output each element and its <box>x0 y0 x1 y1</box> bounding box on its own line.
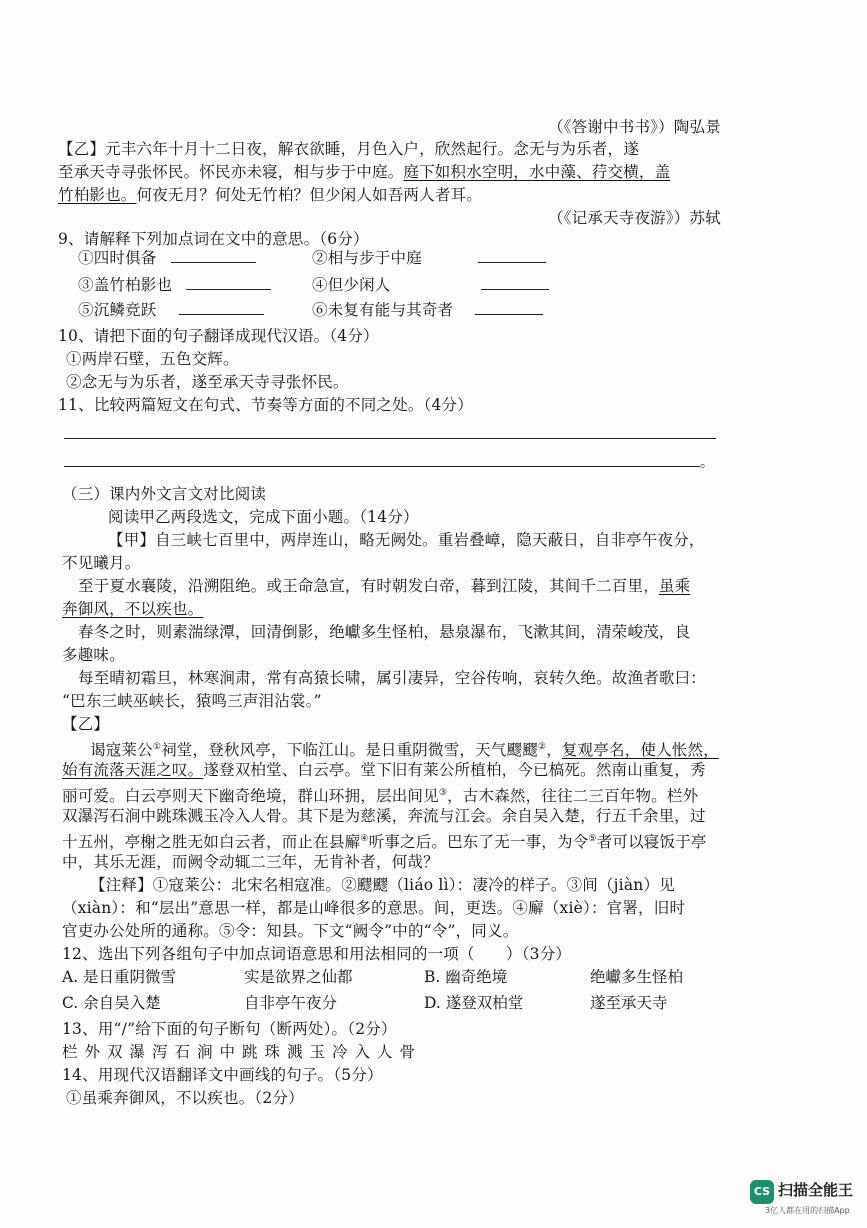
q12-option-b-2: 绝巘多生怪柏 <box>590 968 684 986</box>
section-3-heading: （三）课内外文言文对比阅读 <box>62 485 267 503</box>
q12-option-a-1[interactable]: A. 是日重阴微雪 <box>62 968 177 986</box>
question-14: 14、用现代汉语翻译文中画线的句子。（5分） <box>62 1066 383 1084</box>
q9-item-6: ⑥未复有能与其奇者 <box>312 300 543 320</box>
answer-blank[interactable] <box>478 248 546 263</box>
answer-blank[interactable] <box>186 275 271 290</box>
passage-yi-2-line-2: 始有流落天涯之叹。遂登双柏堂、白云亭。堂下旧有莱公所植柏，今已槁死。然南山重复，秀 <box>62 761 706 779</box>
underlined-sentence-end: 竹柏影也。 <box>58 186 137 204</box>
question-10: 10、请把下面的句子翻译成现代汉语。（4分） <box>58 327 379 345</box>
passage-yi-2-line-1: 谒寇莱公①祠堂，登秋风亭，下临江山。是日重阴微雪，天气飂飂②，复观亭名，使人怅然， <box>90 741 719 760</box>
question-13: 13、用“/”给下面的句子断句（断两处）。（2分） <box>62 1020 397 1038</box>
q12-option-d-2: 遂至承天寺 <box>590 994 668 1012</box>
passage-jia-line-5: 春冬之时，则素湍绿潭，回清倒影，绝巘多生怪柏，悬泉瀑布，飞漱其间，清荣峻茂，良 <box>78 623 691 641</box>
passage-yi-2-line-6: 中，其乐无涯，而阙令动辄二三年，无肯补者，何哉？ <box>62 853 439 871</box>
passage-jia-line-4: 奔御风，不以疾也。 <box>62 600 204 618</box>
section-3-instruction: 阅读甲乙两段选文，完成下面小题。（14分） <box>108 508 419 526</box>
q12-option-c-2: 自非亭午夜分 <box>244 994 338 1012</box>
answer-blank[interactable] <box>179 300 264 315</box>
q14-item-1: ①虽乘奔御风，不以疾也。（2分） <box>66 1089 304 1107</box>
camscanner-logo-icon: CS <box>750 1180 774 1204</box>
question-9: 9、请解释下列加点词在文中的意思。（6分） <box>58 230 369 248</box>
q10-item-2: ②念无与为乐者，遂至承天寺寻张怀民。 <box>66 373 349 391</box>
passage-yi-1-line-3: 竹柏影也。何夜无月？何处无竹柏？但少闲人如吾两人者耳。 <box>58 186 482 204</box>
passage-yi-2-line-4: 双瀑泻石涧中跳珠溅玉冷入人骨。其下是为慈溪，奔流与江会。余自吴入楚，行五千余里，过 <box>62 807 706 825</box>
q12-option-a-2: 实是欲界之仙都 <box>244 968 353 986</box>
annotations-line-2: （xiàn）：和“层出”意思一样，都是山峰很多的意思。间，更迭。④廨（xiè）：官署，旧时 <box>62 899 686 917</box>
answer-blank[interactable] <box>171 248 256 263</box>
scanner-brand-name: 扫描全能王 <box>778 1181 854 1199</box>
q12-option-d-1[interactable]: D. 遂登双柏堂 <box>424 994 524 1012</box>
answer-blank[interactable] <box>475 300 543 315</box>
q12-option-c-1[interactable]: C. 余自吴入楚 <box>62 994 161 1012</box>
q9-item-2: ②相与步于中庭 <box>312 248 546 268</box>
answer-blank[interactable] <box>481 275 549 290</box>
passage-jia-line-8: “巴东三峡巫峡长，猿鸣三声泪沾裳。” <box>62 692 322 710</box>
passage-yi-2-label: 【乙】 <box>62 715 110 733</box>
passage-jia-line-1: 【甲】自三峡七百里中，两岸连山，略无阙处。重岩叠嶂，隐天蔽日，自非亭午夜分， <box>108 531 705 549</box>
passage-jia-line-2: 不见曦月。 <box>62 554 141 572</box>
answer-line[interactable] <box>64 438 716 439</box>
passage-yi-1-line-1: 【乙】元丰六年十月十二日夜，解衣欲睡，月色入户，欣然起行。念无与为乐者，遂 <box>58 140 639 158</box>
answer-line-period: 。 <box>700 455 714 471</box>
q9-item-3: ③盖竹柏影也 <box>78 275 271 295</box>
annotations-line-1: 【注释】①寇莱公：北宋名相寇准。②飂飂（liáo lì）：凄冷的样子。③间（jiàn）见 <box>90 876 675 894</box>
q9-item-4: ④但少闲人 <box>312 275 549 295</box>
q9-item-1: ①四时俱备 <box>78 248 256 268</box>
passage-yi-2-line-3: 丽可爱。白云亭则天下幽奇绝境，群山环拥，层出间见③，古木森然，往往二三百年物。栏外 <box>62 787 699 806</box>
answer-line[interactable] <box>64 466 700 467</box>
source-attribution-1: （《答谢中书书》）陶弘景 <box>548 118 721 136</box>
q13-sentence[interactable]: 栏外双瀑泻石涧中跳珠溅玉冷入人骨 <box>62 1043 423 1061</box>
underlined-sentence: 庭下如积水空明，水中藻、荇交横，盖 <box>403 163 671 181</box>
scanner-tagline: 3亿人都在用的扫描App <box>765 1206 850 1215</box>
annotations-line-3: 官吏办公处所的通称。⑤令：知县。下文“阙令”中的“令”，同义。 <box>62 922 519 940</box>
passage-yi-2-line-5: 十五州，亭榭之胜无如白云者，而止在县廨④听事之后。巴东了无一事，为令⑤者可以寝饭于亭 <box>62 833 707 852</box>
question-12: 12、选出下列各组句子中加点词语意思和用法相同的一项（ ）（3分） <box>62 945 572 963</box>
passage-jia-line-3: 至于夏水襄陵，沿溯阻绝。或王命急宣，有时朝发白帝，暮到江陵，其间千二百里，虽乘 <box>78 577 691 595</box>
q12-option-b-1[interactable]: B. 幽奇绝境 <box>424 968 508 986</box>
passage-yi-1-line-2: 至承天寺寻张怀民。怀民亦未寝，相与步于中庭。庭下如积水空明，水中藻、荇交横，盖 <box>58 163 671 181</box>
question-11: 11、比较两篇短文在句式、节奏等方面的不同之处。（4分） <box>58 396 473 414</box>
q10-item-1: ①两岸石壁，五色交辉。 <box>66 350 239 368</box>
passage-jia-line-6: 多趣味。 <box>62 646 125 664</box>
passage-jia-line-7: 每至晴初霜旦，林寒涧肃，常有高猿长啸，属引凄异，空谷传响，哀转久绝。故渔者歌曰： <box>78 669 707 687</box>
q9-item-5: ⑤沉鳞竞跃 <box>78 300 264 320</box>
source-attribution-2: （《记承天寺夜游》）苏轼 <box>548 209 721 227</box>
